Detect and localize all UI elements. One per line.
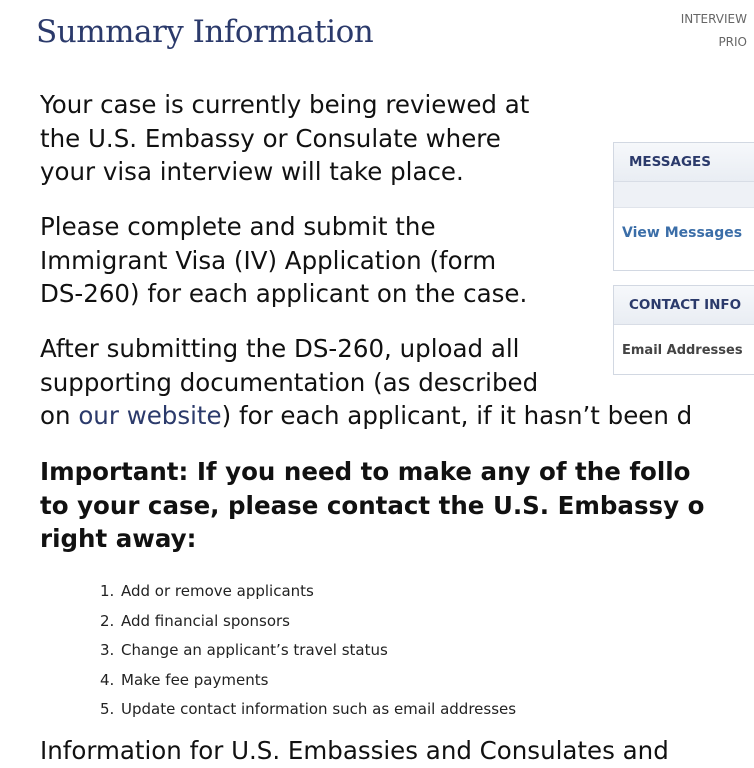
- paragraph-line: the U.S. Embassy or Consulate where: [40, 123, 501, 153]
- messages-panel-title: MESSAGES: [614, 143, 754, 182]
- important-line: right away:: [40, 524, 197, 553]
- change-list: [0, 577, 516, 725]
- case-review-paragraph: [40, 88, 529, 189]
- paragraph-line: your visa interview will take place.: [40, 157, 464, 186]
- messages-panel: [613, 142, 754, 271]
- list-item: [0, 607, 516, 637]
- important-notice: [40, 455, 747, 556]
- list-number: 4.: [100, 670, 115, 689]
- priority-label: PRIO: [718, 35, 747, 49]
- paragraph-text: ) for each applicant, if it hasn’t been d: [221, 401, 693, 430]
- messages-panel-strip: [614, 182, 754, 208]
- list-item: [0, 577, 516, 607]
- our-website-link[interactable]: our website: [78, 401, 222, 430]
- paragraph-line: After submitting the DS-260, upload all: [40, 334, 520, 363]
- list-item: [0, 695, 516, 725]
- paragraph-line: Immigrant Visa (IV) Application (form: [40, 245, 497, 275]
- paragraph-text: on: [40, 401, 79, 430]
- paragraph-line: DS-260) for each applicant on the case.: [40, 279, 528, 308]
- embassy-info-heading: Information for U.S. Embassies and Consulates and: [40, 736, 669, 765]
- list-number: 2.: [100, 611, 115, 630]
- contact-info-panel: [613, 285, 754, 375]
- paragraph-line: supporting documentation (as described: [40, 367, 539, 397]
- list-text: Update contact information such as email addresses: [121, 700, 517, 718]
- list-text: Add financial sponsors: [121, 611, 290, 630]
- contact-info-panel-title: CONTACT INFO: [614, 286, 754, 325]
- top-meta: [627, 8, 747, 54]
- list-number: 1.: [100, 582, 115, 600]
- paragraph-line: Please complete and submit the: [40, 212, 436, 241]
- complete-form-paragraph: [40, 210, 527, 311]
- interview-label: INTERVIEW: [680, 12, 747, 26]
- list-text: Add or remove applicants: [121, 582, 314, 600]
- list-item: [0, 636, 516, 666]
- list-number: 3.: [100, 641, 115, 659]
- paragraph-line: Your case is currently being reviewed at: [40, 90, 530, 119]
- paragraph-line: [40, 399, 747, 433]
- list-number: 5.: [100, 700, 115, 718]
- email-addresses-label: Email Addresses: [622, 343, 743, 358]
- page-title: Summary Information: [36, 14, 374, 50]
- list-text: Change an applicant’s travel status: [121, 641, 388, 659]
- important-line: Important: If you need to make any of the follo: [40, 457, 691, 486]
- list-item: [0, 666, 516, 696]
- important-line: to your case, please contact the U.S. Embassy o: [40, 490, 705, 520]
- list-text: Make fee payments: [121, 670, 269, 689]
- view-messages-link[interactable]: View Messages: [622, 225, 743, 241]
